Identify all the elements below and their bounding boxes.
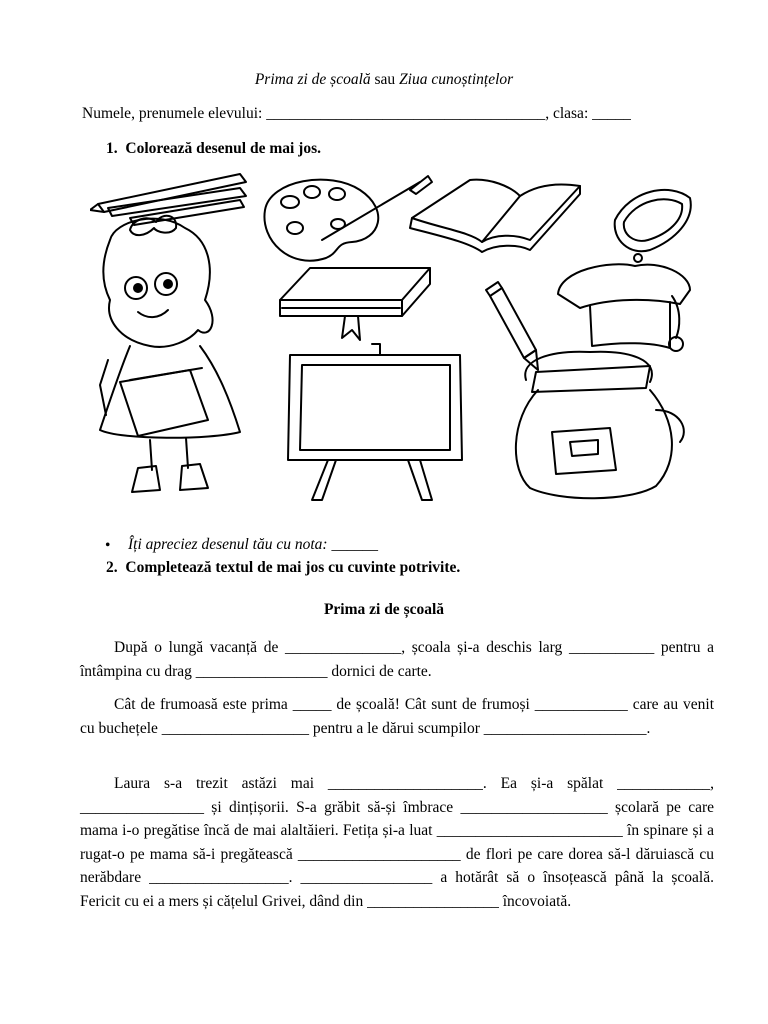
task-1-label: Colorează desenul de mai jos. — [125, 140, 321, 157]
title-part-2: Ziua cunoștințelor — [399, 71, 514, 88]
task-2-number: 2. — [106, 559, 118, 576]
grade-line-text: Îți apreciez desenul tău cu nota: ______ — [128, 536, 378, 553]
blackboard-icon — [288, 344, 462, 500]
grade-line — [106, 535, 378, 555]
coloring-drawing — [90, 170, 700, 510]
palette-icon — [264, 176, 432, 261]
story-paragraph-2: Cât de frumoasă este prima _____ de școală! Cât sunt de frumoși ____________ care au venit cu buchețele ___________________ pentru a le dărui scumpilor _____________________. — [80, 696, 714, 737]
title-part-1: Prima zi de școală — [254, 71, 371, 88]
story-paragraph-1: După o lungă vacanță de _______________, școala și-a deschis larg ___________ pentru a întâmpina cu drag _________________ dornici de carte. — [80, 639, 714, 680]
bullet-icon: • — [105, 537, 111, 554]
closed-book-icon — [280, 268, 430, 340]
pencils-icon — [90, 174, 246, 225]
task-2-heading — [106, 558, 460, 578]
backpack-icon — [516, 352, 684, 499]
mirror-icon — [615, 190, 691, 262]
open-book-icon — [410, 180, 580, 252]
title-connector: sau — [370, 71, 400, 88]
student-name-line: Numele, prenumele elevului: ____________________________________, clasa: _____ — [82, 105, 631, 122]
task-1-number: 1. — [106, 140, 118, 157]
girl-icon — [100, 216, 240, 492]
story-paragraph-3: Laura s-a trezit astăzi mai ____________________. Ea și-a spălat ____________, ________________ și dințișorii. S-a grăbit să-și îmbrace ___________________ școlară pe care mama i-o pregătise încă de mai alaltăieri. Fetița și-a luat ________________________ în spinare și a rugat-o pe mama să-i pregătească _____________________ de flori pe care dorea să-l dăruiască cu nerăbdare __________________. _________________ a hotărât să o însoțească până la școală. Fericit cu ei a mers și cățelul Grivei, dând din _________________ încovoiată. — [80, 775, 714, 910]
pencil-icon — [486, 282, 538, 370]
story-title: Prima zi de școală — [323, 601, 445, 618]
graduation-cap-icon — [558, 264, 690, 351]
task-2-label: Completează textul de mai jos cu cuvinte potrivite. — [125, 559, 461, 576]
task-1-heading — [106, 139, 321, 159]
page-title — [0, 70, 768, 90]
